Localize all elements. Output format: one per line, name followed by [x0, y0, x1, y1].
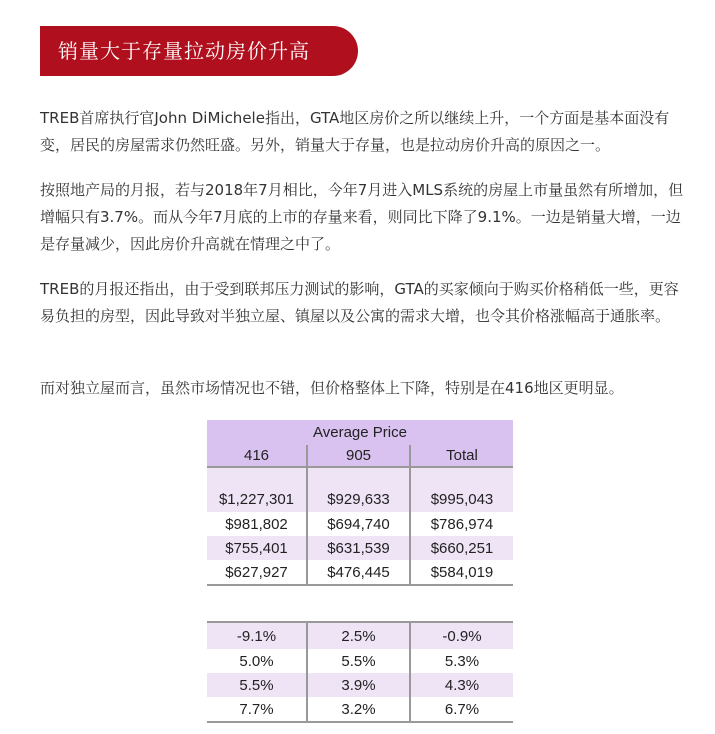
paragraph-2: 按照地产局的月报，若与2018年7月相比，今年7月进入MLS系统的房屋上市量虽然有所增加，但增幅只有3.7%。而从今年7月底的上市的存量来看，则同比下降了9.1%。一边是销量大增，一边是存量减少，因此房价升高就在情理之中了。 — [40, 181, 684, 253]
table-row — [207, 673, 513, 697]
table-row — [207, 697, 513, 721]
table-cell: $995,043 — [411, 486, 513, 512]
table-row — [207, 486, 513, 512]
table-cell: 2.5% — [308, 623, 411, 649]
column-header-total: Total — [411, 445, 513, 466]
paragraph-1: TREB首席执行官John DiMichele指出，GTA地区房价之所以继续上升，一个方面是基本面没有变，居民的房屋需求仍然旺盛。另外，销量大于存量，也是拉动房价升高的原因之一。 — [40, 109, 670, 154]
table-cell: $755,401 — [207, 536, 308, 560]
table-cell: 5.5% — [308, 649, 411, 673]
table-cell: $929,633 — [308, 486, 411, 512]
table-cell: $476,445 — [308, 560, 411, 584]
table-spacer-row — [207, 468, 513, 486]
table-row — [207, 560, 513, 584]
table-cell: 4.3% — [411, 673, 513, 697]
column-header-416: 416 — [207, 445, 308, 466]
table-cell: $694,740 — [308, 512, 411, 536]
table-cell: $660,251 — [411, 536, 513, 560]
table-cell: 6.7% — [411, 697, 513, 721]
paragraph-3: TREB的月报还指出，由于受到联邦压力测试的影响，GTA的买家倾向于购买价格稍低一些，更容易负担的房型，因此导致对半独立屋、镇屋以及公寓的需求大增，也令其价格涨幅高于通胀率。 — [40, 280, 679, 325]
table-cell: 7.7% — [207, 697, 308, 721]
average-price-table — [207, 420, 513, 586]
column-header-905: 905 — [308, 445, 411, 466]
table-cell: $584,019 — [411, 560, 513, 584]
paragraph-4: 而对独立屋而言，虽然市场情况也不错，但价格整体上下降，特别是在416地区更明显。 — [40, 379, 624, 397]
table-cell: $631,539 — [308, 536, 411, 560]
table-cell: 5.3% — [411, 649, 513, 673]
table-cell: $627,927 — [207, 560, 308, 584]
table-cell: -9.1% — [207, 623, 308, 649]
table-row — [207, 536, 513, 560]
table-cell: 3.9% — [308, 673, 411, 697]
table-cell: $981,802 — [207, 512, 308, 536]
table-header-row — [207, 445, 513, 466]
table-title-row — [207, 420, 513, 445]
price-change-table — [207, 621, 513, 724]
table-cell: 5.0% — [207, 649, 308, 673]
table-cell: 3.2% — [308, 697, 411, 721]
table-title: Average Price — [313, 424, 407, 441]
table-row — [207, 623, 513, 649]
section-title: 销量大于存量拉动房价升高 — [58, 39, 310, 63]
table-row — [207, 649, 513, 673]
table-cell: $786,974 — [411, 512, 513, 536]
table-cell: $1,227,301 — [207, 486, 308, 512]
table-row — [207, 512, 513, 536]
table-cell: -0.9% — [411, 623, 513, 649]
table-cell: 5.5% — [207, 673, 308, 697]
section-banner — [40, 26, 358, 76]
